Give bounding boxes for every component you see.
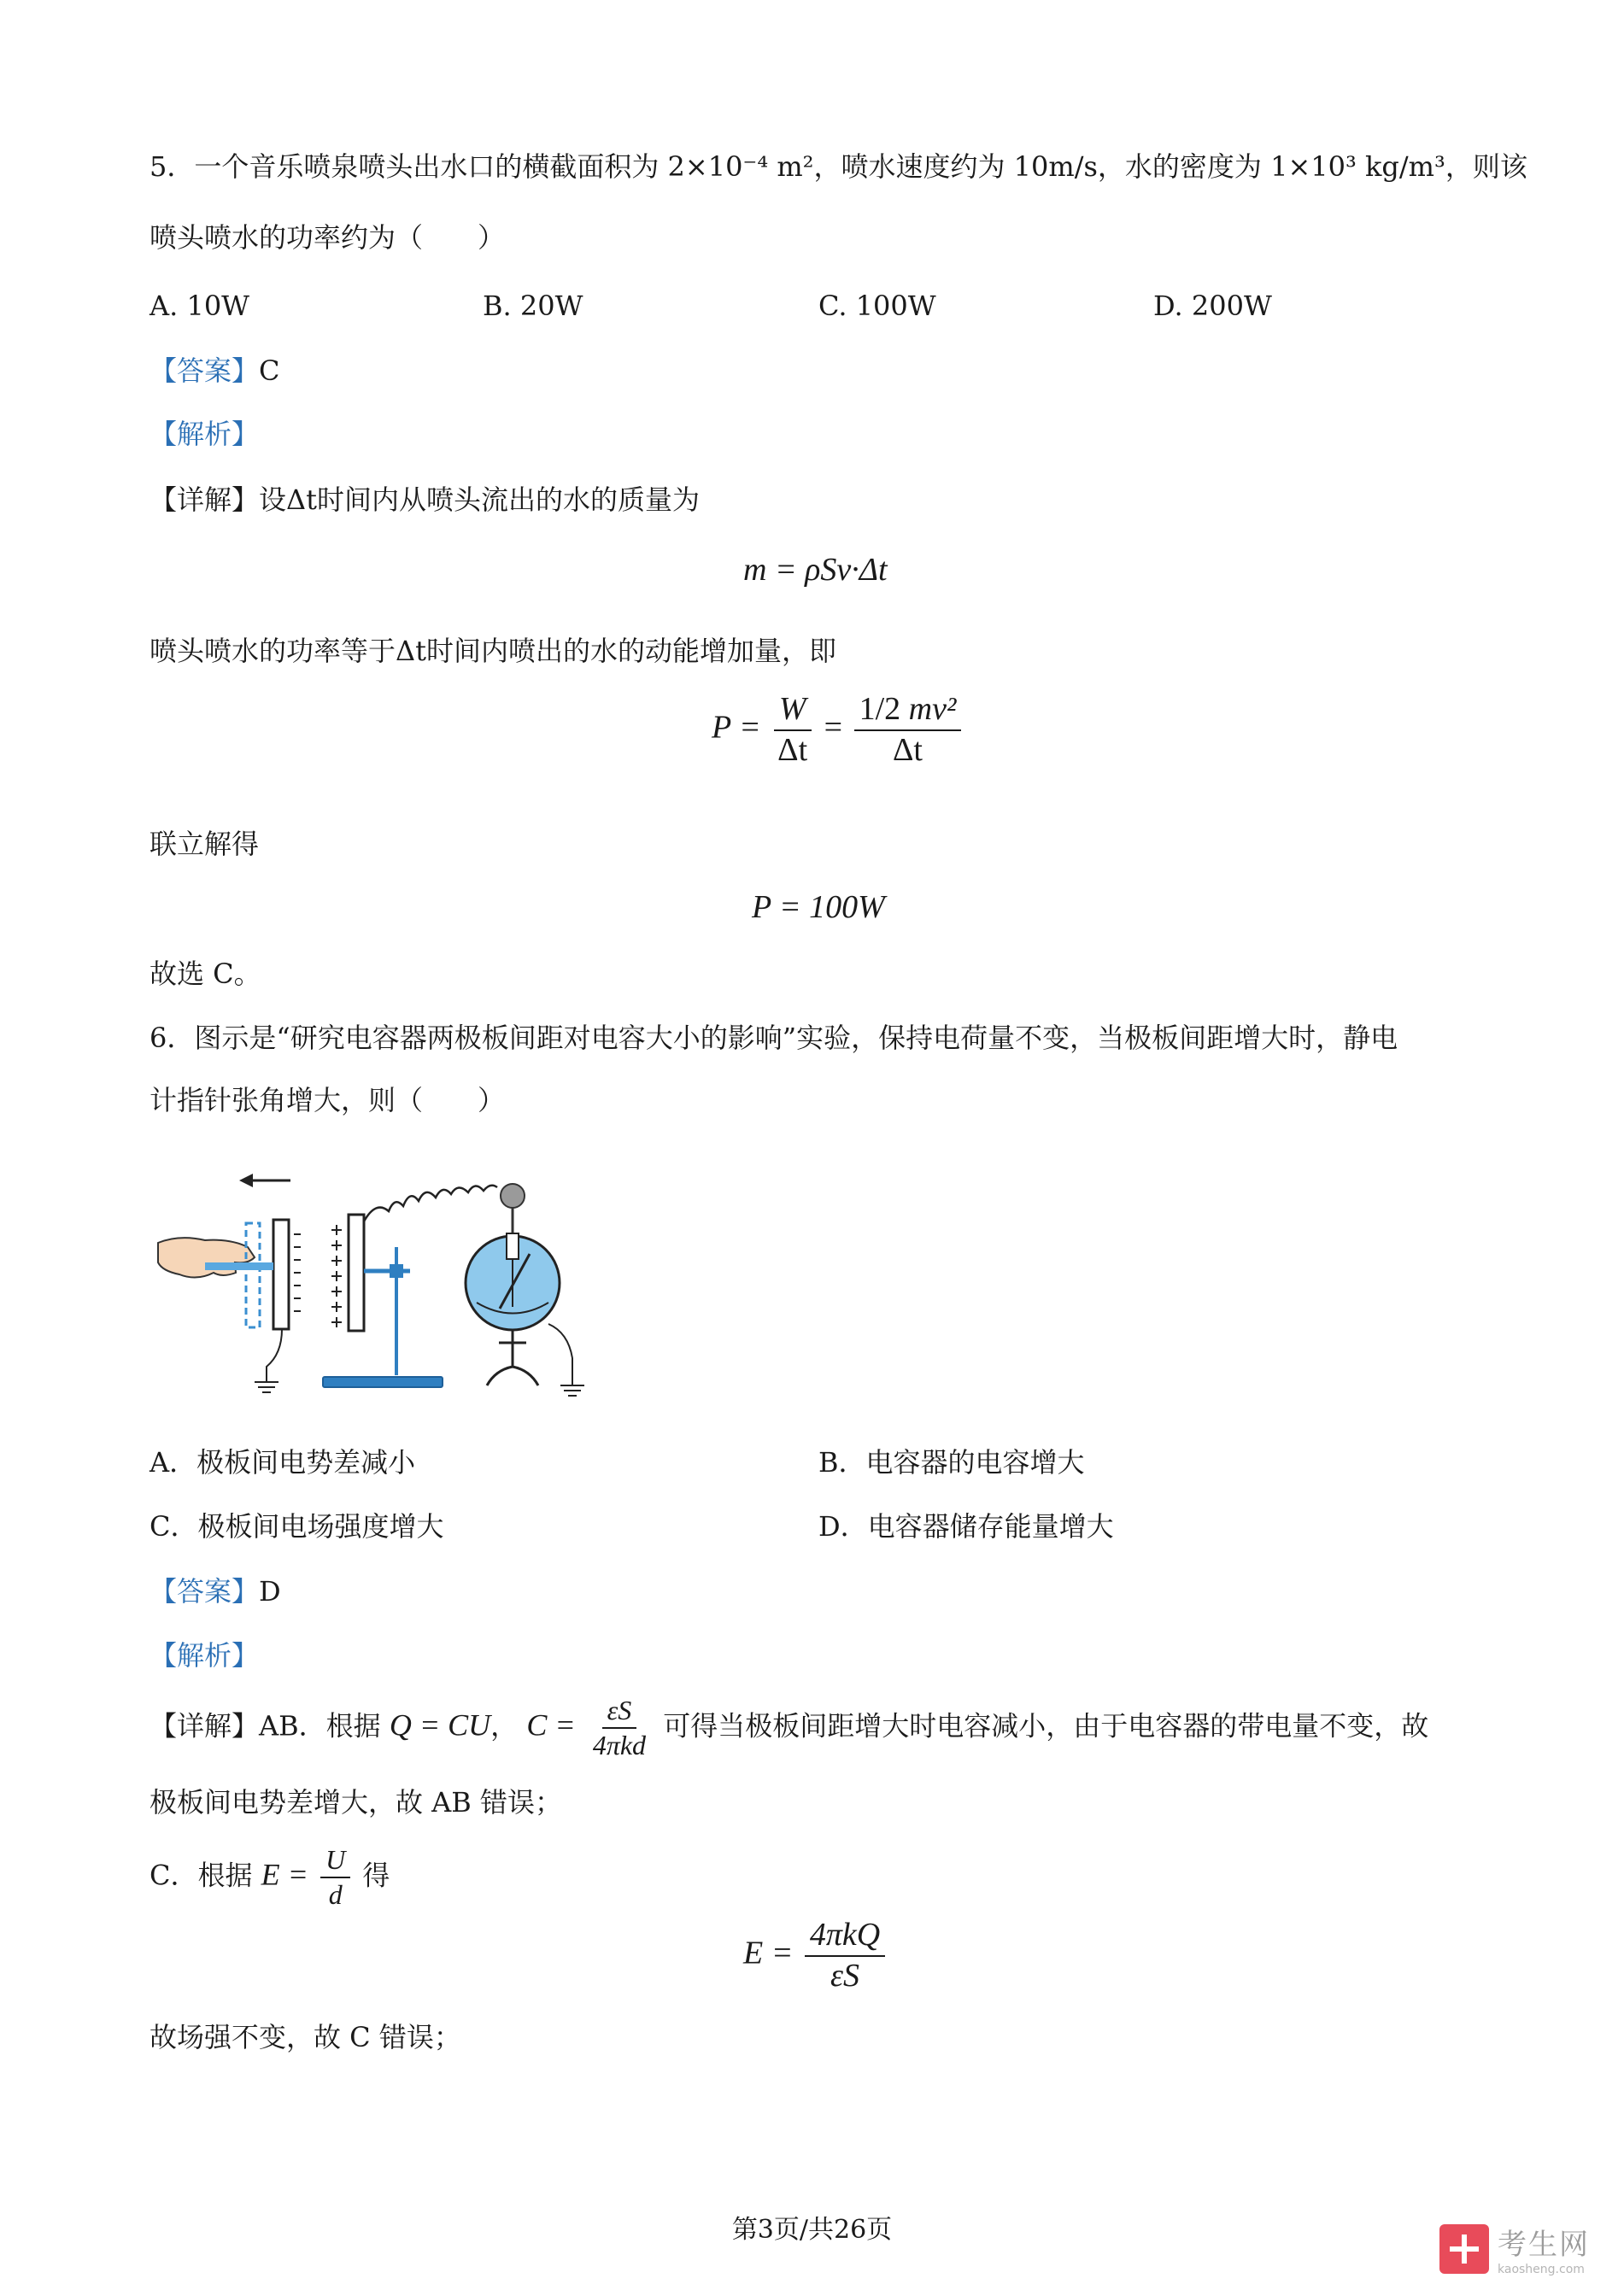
q5-option-b: B. 20W: [483, 290, 583, 322]
q6-option-c: C．极板间电场强度增大: [150, 1510, 444, 1543]
q5-formula-result: P = 100W: [752, 889, 885, 925]
fraction-denominator: Δt: [892, 731, 923, 768]
page-number: 第3页/共26页: [731, 2215, 893, 2245]
fraction-numerator: 4πkQ: [805, 1918, 885, 1957]
fraction-numerator: [854, 692, 962, 731]
left-arrow-icon: [239, 1174, 290, 1187]
fraction-w-dt: [772, 692, 812, 769]
q5-option-c: C. 100W: [818, 290, 936, 322]
fraction-capacitance: [588, 1696, 651, 1760]
q6-detail-c-line: [150, 1845, 390, 1910]
negative-charges: [294, 1234, 301, 1311]
dashed-plate-position: [246, 1223, 260, 1327]
q6-detail-ab-line2: 极板间电势差增大，故 AB 错误；: [150, 1786, 562, 1819]
q5-formula-mass: m = ρSv·Δt: [743, 552, 888, 588]
c-suffix: 得: [362, 1859, 390, 1892]
coiled-wire: [364, 1186, 497, 1221]
q5-answer: [150, 354, 280, 388]
fraction-denominator: 4πkd: [592, 1730, 647, 1761]
q6-analysis-tag: 【解析】: [150, 1639, 260, 1672]
q5-detail-line3: 联立解得: [150, 828, 260, 860]
detail-tag: 【详解】: [150, 1709, 260, 1742]
ground-icon: [255, 1329, 282, 1392]
q6-conclusion: 故场强不变，故 C 错误；: [150, 2021, 461, 2053]
fraction-field: [805, 1918, 885, 1994]
mv-squared: mv²: [908, 691, 957, 727]
fraction-denominator: d: [328, 1879, 343, 1911]
fixed-plate: [349, 1215, 364, 1331]
equals-sign: =: [824, 709, 843, 746]
fraction-numerator: U: [320, 1845, 350, 1878]
ab-prefix: AB．根据: [259, 1709, 381, 1742]
q5-detail-line1: [150, 483, 700, 517]
q5-formula-power: [712, 692, 964, 769]
formula-e-lhs: E =: [261, 1857, 308, 1892]
q5-option-a: A. 10W: [150, 290, 250, 322]
c-prefix: C．根据: [150, 1859, 253, 1892]
iron-stand: [323, 1247, 443, 1387]
q6-option-d: D．电容器储存能量增大: [818, 1510, 1114, 1543]
answer-value: D: [259, 1575, 281, 1608]
watermark-url: kaosheng.com: [1498, 2263, 1585, 2276]
power-lhs: P =: [712, 709, 761, 746]
fraction-numerator: W: [774, 692, 812, 731]
electroscope-rod: [507, 1233, 519, 1259]
formula-q-cu: Q = CU: [389, 1707, 491, 1742]
watermark-logo-icon: [1439, 2224, 1489, 2274]
ab-suffix: 可得当极板间距增大时电容减小，由于电容器的带电量不变，故: [663, 1709, 1429, 1742]
fraction-denominator: Δt: [777, 731, 808, 768]
half: 1/2: [859, 691, 901, 727]
detail-tag: 【详解】: [150, 483, 260, 516]
fraction-denominator: εS: [830, 1957, 860, 1994]
formula-c-lhs: C =: [526, 1707, 576, 1742]
ground-icon: [548, 1324, 584, 1396]
watermark: [1439, 2221, 1590, 2276]
answer-tag: 【答案】: [150, 354, 260, 387]
movable-plate: [273, 1220, 289, 1329]
electroscope-base: [487, 1330, 538, 1385]
q5-option-d: D. 200W: [1153, 290, 1272, 322]
q5-stem-line1: 5．一个音乐喷泉喷头出水口的横截面积为 2×10⁻⁴ m²，喷水速度约为 10m/s，水的密度为 1×10³ kg/m³，则该: [150, 150, 1527, 183]
q5-analysis-tag: 【解析】: [150, 418, 260, 450]
q6-stem-line1: 6．图示是“研究电容器两极板间距对电容大小的影响”实验，保持电荷量不变，当极板间距增大时，静电: [150, 1022, 1398, 1054]
q5-detail-line2: 喷头喷水的功率等于Δt时间内喷出的水的动能增加量，即: [150, 635, 836, 667]
insulating-handle: [205, 1262, 273, 1270]
q6-option-b: B．电容器的电容增大: [818, 1446, 1085, 1479]
q6-formula-field: [743, 1918, 888, 1994]
field-lhs: E =: [743, 1935, 794, 1971]
positive-charges: [331, 1225, 342, 1327]
fraction-u-d: [320, 1845, 350, 1910]
detail-text: 设Δt时间内从喷头流出的水的质量为: [259, 483, 700, 516]
capacitor-experiment-figure: [154, 1162, 615, 1418]
q5-conclusion: 故选 C。: [150, 958, 261, 990]
q6-stem-line2: 计指针张角增大，则（ ）: [150, 1084, 506, 1116]
answer-value: C: [259, 354, 280, 387]
fraction-kinetic-energy: [854, 692, 962, 769]
q6-answer: [150, 1574, 281, 1608]
answer-tag: 【答案】: [150, 1575, 260, 1608]
electroscope-knob: [501, 1184, 525, 1208]
q6-detail-ab-line1: 【详解】AB．根据 Q = CU， C = $\frac{\varepsilon S}{\text{4πkd}}$ 可得当极板间距增大时电容减小，由于电容器的带电量不变，故: [150, 1695, 1429, 1761]
hand-icon: [158, 1238, 255, 1277]
watermark-name: 考生网: [1498, 2228, 1590, 2262]
fraction-numerator: εS: [602, 1696, 637, 1729]
q6-option-a: A．极板间电势差减小: [150, 1446, 416, 1479]
q5-stem-line2: 喷头喷水的功率约为（ ）: [150, 221, 506, 254]
